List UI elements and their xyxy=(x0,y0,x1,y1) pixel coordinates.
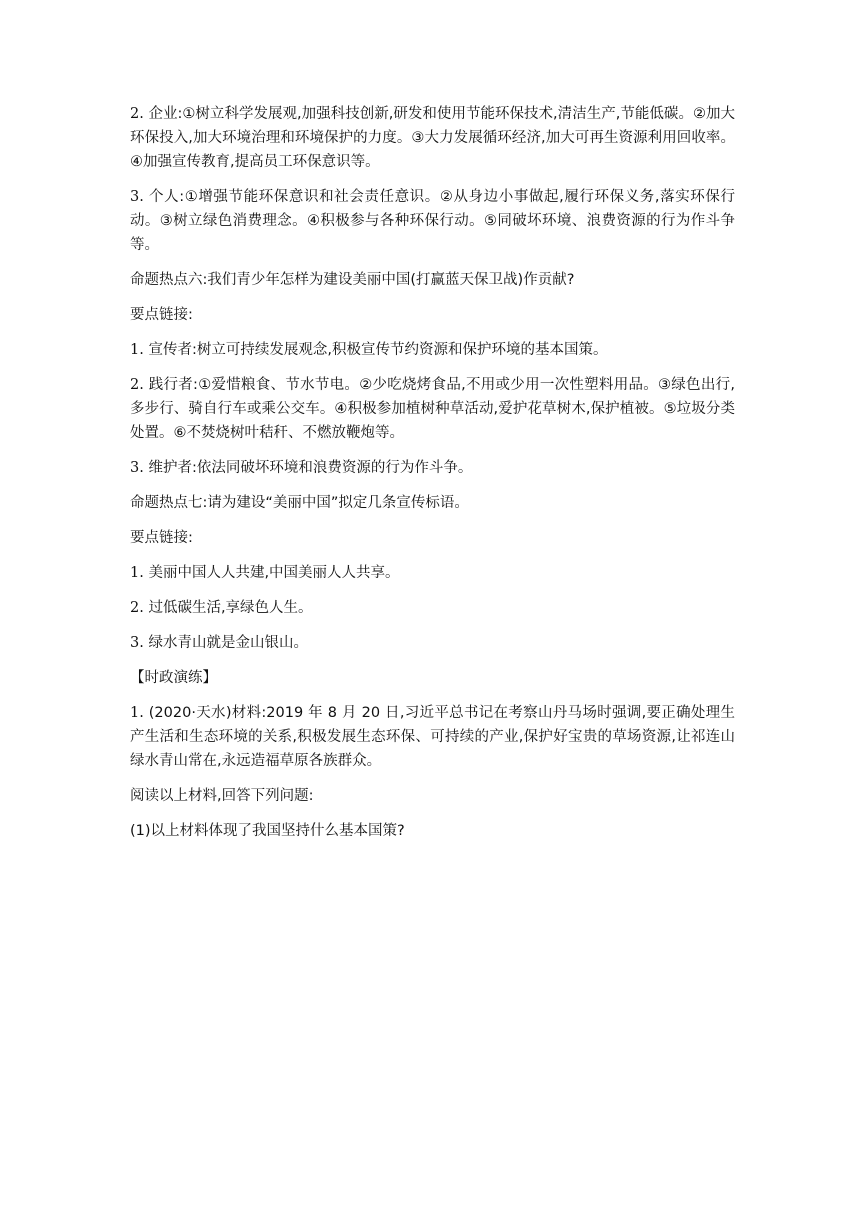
paragraph-text: 阅读以上材料,回答下列问题: xyxy=(130,788,314,804)
paragraph-text: 宣传者:树立可持续发展观念,积极宣传节约资源和保护环境的基本国策。 xyxy=(143,342,608,358)
exercise-material xyxy=(130,701,735,773)
paragraph-text: 个人:①增强节能环保意识和社会责任意识。②从身边小事做起,履行环保义务,落实环保行动。③树立绿色消费理念。④积极参与各种环保行动。⑤同破坏环境、浪费资源的行为作斗争等。 xyxy=(130,189,735,253)
paragraph-individual xyxy=(130,185,735,257)
document-body xyxy=(130,102,735,854)
paragraph-practitioner xyxy=(130,373,735,445)
paragraph-text: 命题热点七:请为建设“美丽中国”拟定几条宣传标语。 xyxy=(130,495,469,511)
paragraph-text: 践行者:①爱惜粮食、节水节电。②少吃烧烤食品,不用或少用一次性塑料用品。③绿色出行,多步行、骑自行车或乘公交车。④积极参加植树种草活动,爱护花草树木,保护植被。⑤垃圾分类处置。⑥不焚烧树叶秸秆、不燃放鞭炮等。 xyxy=(130,377,735,441)
exercise-question xyxy=(130,819,735,843)
paragraph-text: 企业:①树立科学发展观,加强科技创新,研发和使用节能环保技术,清洁生产,节能低碳。②加大环保投入,加大环境治理和环境保护的力度。③大力发展循环经济,加大可再生资源利用回收率。④加强宣传教育,提高员工环保意识等。 xyxy=(130,106,735,170)
hotspot-seven-heading xyxy=(130,491,735,515)
item-number: 2. xyxy=(130,600,144,616)
item-number: 1. xyxy=(130,342,144,358)
key-points-label xyxy=(130,526,735,550)
key-points-label xyxy=(130,303,735,327)
exercise-instruction xyxy=(130,784,735,808)
paragraph-text: 维护者:依法同破坏环境和浪费资源的行为作斗争。 xyxy=(143,460,473,476)
paragraph-text: (2020·天水)材料:2019 年 8 月 20 日,习近平总书记在考察山丹马场时强调,要正确处理生产生活和生态环境的关系,积极发展生态环保、可持续的产业,保护好宝贵的草场资源,让祁连山绿水青山常在,永远造福草原各族群众。 xyxy=(130,705,735,769)
paragraph-defender xyxy=(130,456,735,480)
paragraph-text: (1)以上材料体现了我国坚持什么基本国策? xyxy=(130,823,405,839)
item-number: 1. xyxy=(130,705,144,721)
slogan-item xyxy=(130,561,735,585)
paragraph-text: 命题热点六:我们青少年怎样为建设美丽中国(打赢蓝天保卫战)作贡献? xyxy=(130,272,575,288)
paragraph-text: 要点链接: xyxy=(130,307,193,323)
paragraph-text: 过低碳生活,享绿色人生。 xyxy=(143,600,313,616)
item-number: 2. xyxy=(130,106,144,122)
paragraph-propagandist xyxy=(130,338,735,362)
section-heading xyxy=(130,666,735,690)
slogan-item xyxy=(130,631,735,655)
item-number: 1. xyxy=(130,565,144,581)
slogan-item xyxy=(130,596,735,620)
item-number: 3. xyxy=(130,189,144,205)
item-number: 2. xyxy=(130,377,144,393)
paragraph-text: 要点链接: xyxy=(130,530,193,546)
paragraph-text: 美丽中国人人共建,中国美丽人人共享。 xyxy=(143,565,400,581)
item-number: 3. xyxy=(130,635,144,651)
paragraph-enterprise xyxy=(130,102,735,174)
paragraph-text: 【时政演练】 xyxy=(130,670,217,686)
hotspot-six-heading xyxy=(130,268,735,292)
paragraph-text: 绿水青山就是金山银山。 xyxy=(143,635,308,651)
item-number: 3. xyxy=(130,460,144,476)
